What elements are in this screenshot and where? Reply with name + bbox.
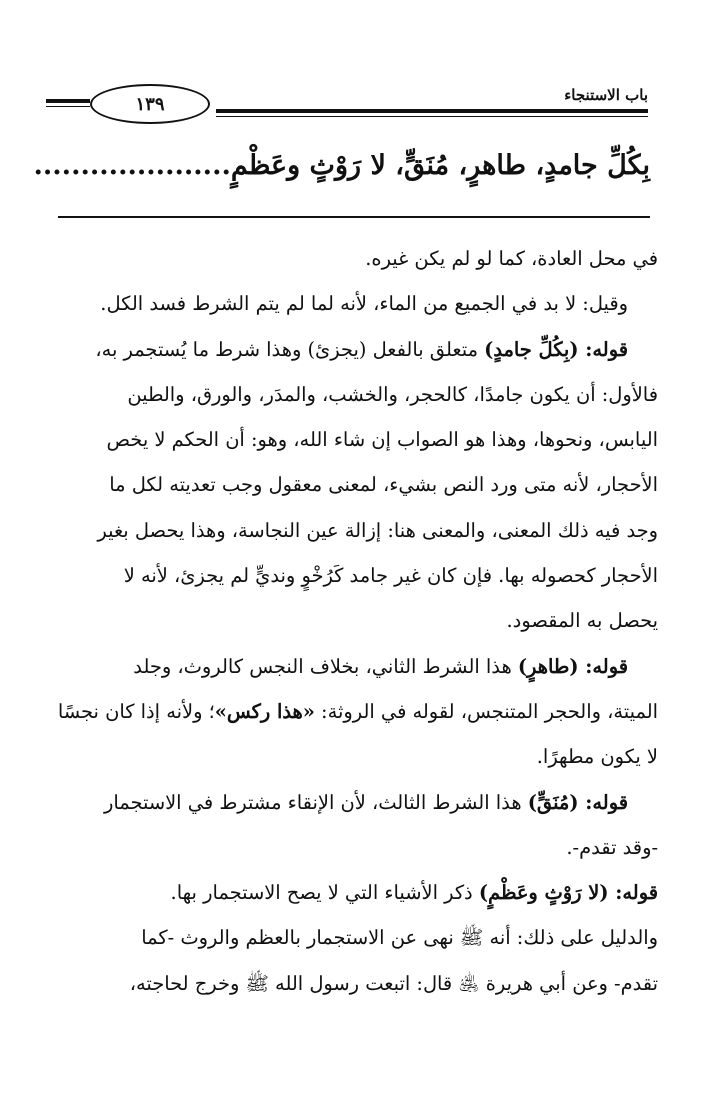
text-segment: ؛ ولأنه إذا كان نجسًا bbox=[57, 699, 215, 723]
text-line: يحصل به المقصود. bbox=[506, 609, 658, 633]
text-line bbox=[42, 780, 658, 825]
commentary-term: قوله: (بِكُلِّ جامدٍ) bbox=[484, 337, 628, 361]
text-segment: متعلق بالفعل (يجزئ) وهذا شرط ما يُستجمر به، bbox=[95, 337, 485, 361]
text-segment: هذا الشرط الثالث، لأن الإنقاء مشترط في الاستجمار bbox=[104, 790, 528, 814]
hadith-quote: «هذا ركس» bbox=[214, 699, 315, 723]
text-line bbox=[42, 689, 658, 734]
main-heading: بِكُلِّ جامدٍ، طاهرٍ، مُنَقٍّ، لا رَوْثٍ وعَظْمٍ..................... bbox=[33, 150, 650, 181]
text-segment: ذكر الأشياء التي لا يصح الاستجمار بها. bbox=[170, 881, 479, 905]
header-rule-left-thin bbox=[46, 106, 90, 107]
header-rule-right-thin bbox=[216, 116, 648, 117]
heading-divider bbox=[58, 216, 650, 218]
text-line: الأحجار كحصوله بها. فإن كان غير جامد كَرُخْوٍ ونديٍّ لم يجزئ، لأنه لا bbox=[123, 564, 658, 588]
text-line: فالأول: أن يكون جامدًا، كالحجر، والخشب، والمدَر، والورق، والطين bbox=[127, 382, 658, 406]
commentary-term: قوله: (مُنَقٍّ) bbox=[527, 790, 628, 814]
text-line: وقيل: لا بد في الجميع من الماء، لأنه لما لم يتم الشرط فسد الكل. bbox=[100, 292, 628, 316]
text-line: في محل العادة، كما لو لم يكن غيره. bbox=[365, 247, 658, 270]
header-rule-left-thick bbox=[46, 99, 90, 103]
running-header bbox=[46, 82, 648, 130]
text-line bbox=[42, 870, 658, 915]
chapter-title: باب الاستنجاء bbox=[564, 86, 648, 104]
text-segment: هذا الشرط الثاني، بخلاف النجس كالروث، وجلد bbox=[133, 654, 518, 678]
page-number-oval bbox=[90, 84, 210, 124]
text-line: تقدم- وعن أبي هريرة ﵁ قال: اتبعت رسول الله ﷺ وخرج لحاجته، bbox=[129, 971, 658, 995]
text-line: والدليل على ذلك: أنه ﷺ نهى عن الاستجمار بالعظم والروث -كما bbox=[141, 926, 658, 950]
text-line bbox=[42, 644, 658, 689]
header-rule-right-thick bbox=[216, 109, 648, 113]
text-line: وجد فيه ذلك المعنى، والمعنى هنا: إزالة عين النجاسة، وهذا يحصل بغير bbox=[97, 518, 658, 542]
text-line: لا يكون مطهرًا. bbox=[536, 745, 658, 769]
body-text bbox=[42, 236, 658, 1006]
text-line: الأحجار، لأنه متى ورد النص بشيء، لمعنى معقول وجب تعديته لكل ما bbox=[109, 473, 658, 497]
commentary-term: قوله: (لا رَوْثٍ وعَظْمٍ) bbox=[478, 881, 658, 905]
text-segment: الميتة، والحجر المتنجس، لقوله في الروثة: bbox=[314, 699, 658, 723]
commentary-term: قوله: (طاهرٍ) bbox=[517, 654, 628, 678]
text-line: -وقد تقدم-. bbox=[566, 835, 658, 859]
page-number: ١٣٩ bbox=[135, 93, 165, 115]
text-line: اليابس، ونحوها، وهذا هو الصواب إن شاء الله، وهو: أن الحكم لا يخص bbox=[106, 428, 658, 452]
text-line bbox=[42, 327, 658, 372]
